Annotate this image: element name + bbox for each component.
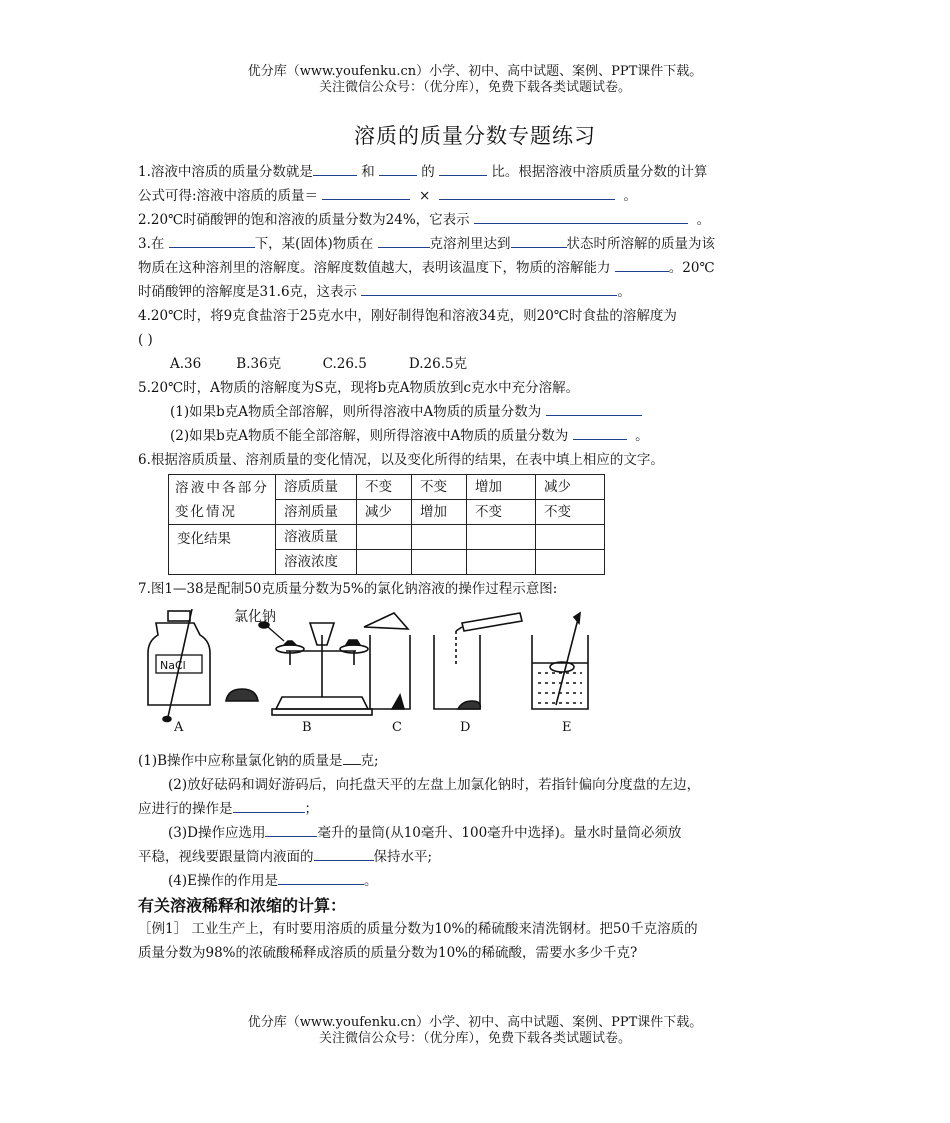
- q1-blank-4[interactable]: [322, 185, 410, 200]
- q4-option-c[interactable]: C.26.5: [322, 356, 367, 372]
- bottle-label: NaCl: [160, 659, 186, 672]
- q4-options: [138, 352, 818, 376]
- q6-cell: 不变: [536, 500, 605, 525]
- q5-line-3: (2)如果b克A物质不能全部溶解，则所得溶液中A物质的质量分数为 。: [138, 424, 818, 448]
- q5-line-2: (1)如果b克A物质全部溶解，则所得溶液中A物质的质量分数为: [138, 400, 818, 424]
- q2-line: 2.20℃时硝酸钾的饱和溶液的质量分数为24%，它表示 。: [138, 208, 818, 232]
- q6-cell: 增加: [412, 500, 467, 525]
- q6-input-cell[interactable]: [357, 550, 412, 575]
- q6-input-cell[interactable]: [357, 525, 412, 550]
- q5-blank-1[interactable]: [546, 401, 642, 416]
- page-title: 溶质的质量分数专题练习: [354, 124, 596, 148]
- q6-row-label: 溶液浓度: [276, 550, 357, 575]
- q6-input-cell[interactable]: [536, 525, 605, 550]
- q1-blank-3[interactable]: [439, 161, 487, 176]
- q7-sub-4: (4)E操作的作用是 。: [138, 869, 818, 893]
- q7-blank-3[interactable]: [265, 822, 317, 837]
- q2-blank[interactable]: [474, 209, 688, 224]
- q1-blank-1[interactable]: [313, 161, 357, 176]
- q3-line-2: 物质在这种溶剂里的溶解度。溶解度数值越大，表明该温度下，物质的溶解能力 。20℃: [138, 256, 818, 280]
- q1-blank-2[interactable]: [379, 161, 417, 176]
- q6-row-label: 溶液质量: [276, 525, 357, 550]
- q6-row-label: 溶质质量: [276, 475, 357, 500]
- q6-input-cell[interactable]: [467, 550, 536, 575]
- balance-icon: [259, 622, 372, 715]
- q7-blank-2[interactable]: [233, 798, 305, 813]
- q7-sub-1: (1)B操作中应称量氯化钠的质量是 克;: [138, 749, 818, 773]
- footer-line-2: 关注微信公众号：（优分库），免费下载各类试题试卷。: [318, 1031, 631, 1046]
- q3-line-3: 时硝酸钾的溶解度是31.6克，这表示 。: [138, 280, 818, 304]
- q4-line-1: 4.20℃时，将9克食盐溶于25克水中，刚好制得饱和溶液34克，则20℃时食盐的溶解度为: [138, 308, 677, 324]
- beaker-d-icon: [434, 613, 522, 709]
- header-line-1: 优分库（www.youfenku.cn）小学、初中、高中试题、案例、PPT课件下载。: [247, 64, 703, 79]
- q6-input-cell[interactable]: [536, 550, 605, 575]
- q3-blank-2[interactable]: [378, 233, 430, 248]
- lab-procedure-figure: [138, 605, 598, 735]
- q6-cell: 减少: [536, 475, 605, 500]
- q5-blank-2[interactable]: [573, 425, 627, 440]
- q3-blank-5[interactable]: [361, 281, 617, 296]
- example-1-line-2: 质量分数为98%的浓硫酸稀释成溶质的质量分数为10%的稀硫酸，需要水多少千克?: [138, 945, 638, 961]
- q6-row-label: 溶剂质量: [276, 500, 357, 525]
- example-1-line-1: ［例1］ 工业生产上，有时要用溶质的质量分数为10%的稀硫酸来清洗钢材。把50千克溶质的: [138, 921, 698, 937]
- header-line-2: 关注微信公众号：（优分库），免费下载各类试题试卷。: [318, 80, 631, 95]
- figure-caption: 氯化钠: [234, 609, 276, 625]
- q7-sub-2b: 应进行的操作是 ；: [138, 797, 818, 821]
- worksheet-body: [138, 160, 818, 965]
- q4-line-2: ( ): [138, 332, 153, 348]
- q1-blank-5[interactable]: [439, 185, 615, 200]
- step-label-d: D: [460, 720, 471, 735]
- step-label-a: A: [174, 720, 184, 735]
- q7-sub-3b: 平稳，视线要跟量筒内液面的 保持水平;: [138, 845, 818, 869]
- q4-option-d[interactable]: D.26.5克: [408, 356, 468, 372]
- q6-input-cell[interactable]: [412, 550, 467, 575]
- q7-blank-4[interactable]: [314, 846, 374, 861]
- q6-line-1: 6.根据溶质质量、溶剂质量的变化情况，以及变化所得的结果，在表中填上相应的文字。: [138, 452, 664, 468]
- q3-blank-4[interactable]: [615, 257, 669, 272]
- q6-cell: 不变: [412, 475, 467, 500]
- q7-sub-3: (3)D操作应选用 毫升的量筒(从10毫升、100毫升中选择)。量水时量筒必须放: [138, 821, 818, 845]
- q1-line-2: 公式可得:溶液中溶质的质量＝ × 。: [138, 184, 818, 208]
- q6-group-1: 溶液中各部分变化情况: [169, 475, 276, 525]
- step-label-b: B: [302, 720, 312, 735]
- q6-input-cell[interactable]: [412, 525, 467, 550]
- q1-line-1: 1.溶液中溶质的质量分数就是 和 的 比。根据溶液中溶质质量分数的计算: [138, 160, 818, 184]
- section-heading: 有关溶液稀释和浓缩的计算：: [138, 896, 347, 915]
- q6-cell: 减少: [357, 500, 412, 525]
- page-header: [0, 64, 950, 96]
- q7-line-1: 7.图1—38是配制50克质量分数为5%的氯化钠溶液的操作过程示意图:: [138, 581, 558, 597]
- page-footer: [0, 1015, 950, 1047]
- q6-group-2: 变化结果: [169, 525, 276, 575]
- beaker-c-icon: [364, 613, 410, 709]
- q7-blank-5[interactable]: [278, 870, 364, 885]
- footer-line-1: 优分库（www.youfenku.cn）小学、初中、高中试题、案例、PPT课件下载。: [247, 1015, 703, 1030]
- step-label-e: E: [562, 720, 572, 735]
- q6-cell: 不变: [357, 475, 412, 500]
- q7-blank-1[interactable]: [343, 750, 361, 765]
- beaker-e-icon: [532, 613, 588, 709]
- q6-cell: 增加: [467, 475, 536, 500]
- q7-sub-2: (2)放好砝码和调好游码后，向托盘天平的左盘上加氯化钠时，若指针偏向分度盘的左边，: [168, 777, 701, 793]
- step-label-c: C: [392, 720, 402, 735]
- q5-line-1: 5.20℃时，A物质的溶解度为S克，现将b克A物质放到c克水中充分溶解。: [138, 380, 580, 396]
- q3-blank-1[interactable]: [169, 233, 255, 248]
- q6-table: [168, 474, 605, 575]
- q4-option-b[interactable]: B.36克: [236, 356, 282, 372]
- q3-line-1: 3.在 下，某(固体)物质在 克溶剂里达到 状态时所溶解的质量为该: [138, 232, 818, 256]
- bottle-cap-icon: [226, 689, 258, 701]
- q6-input-cell[interactable]: [467, 525, 536, 550]
- q4-option-a[interactable]: A.36: [170, 356, 202, 372]
- q3-blank-3[interactable]: [511, 233, 567, 248]
- q6-cell: 不变: [467, 500, 536, 525]
